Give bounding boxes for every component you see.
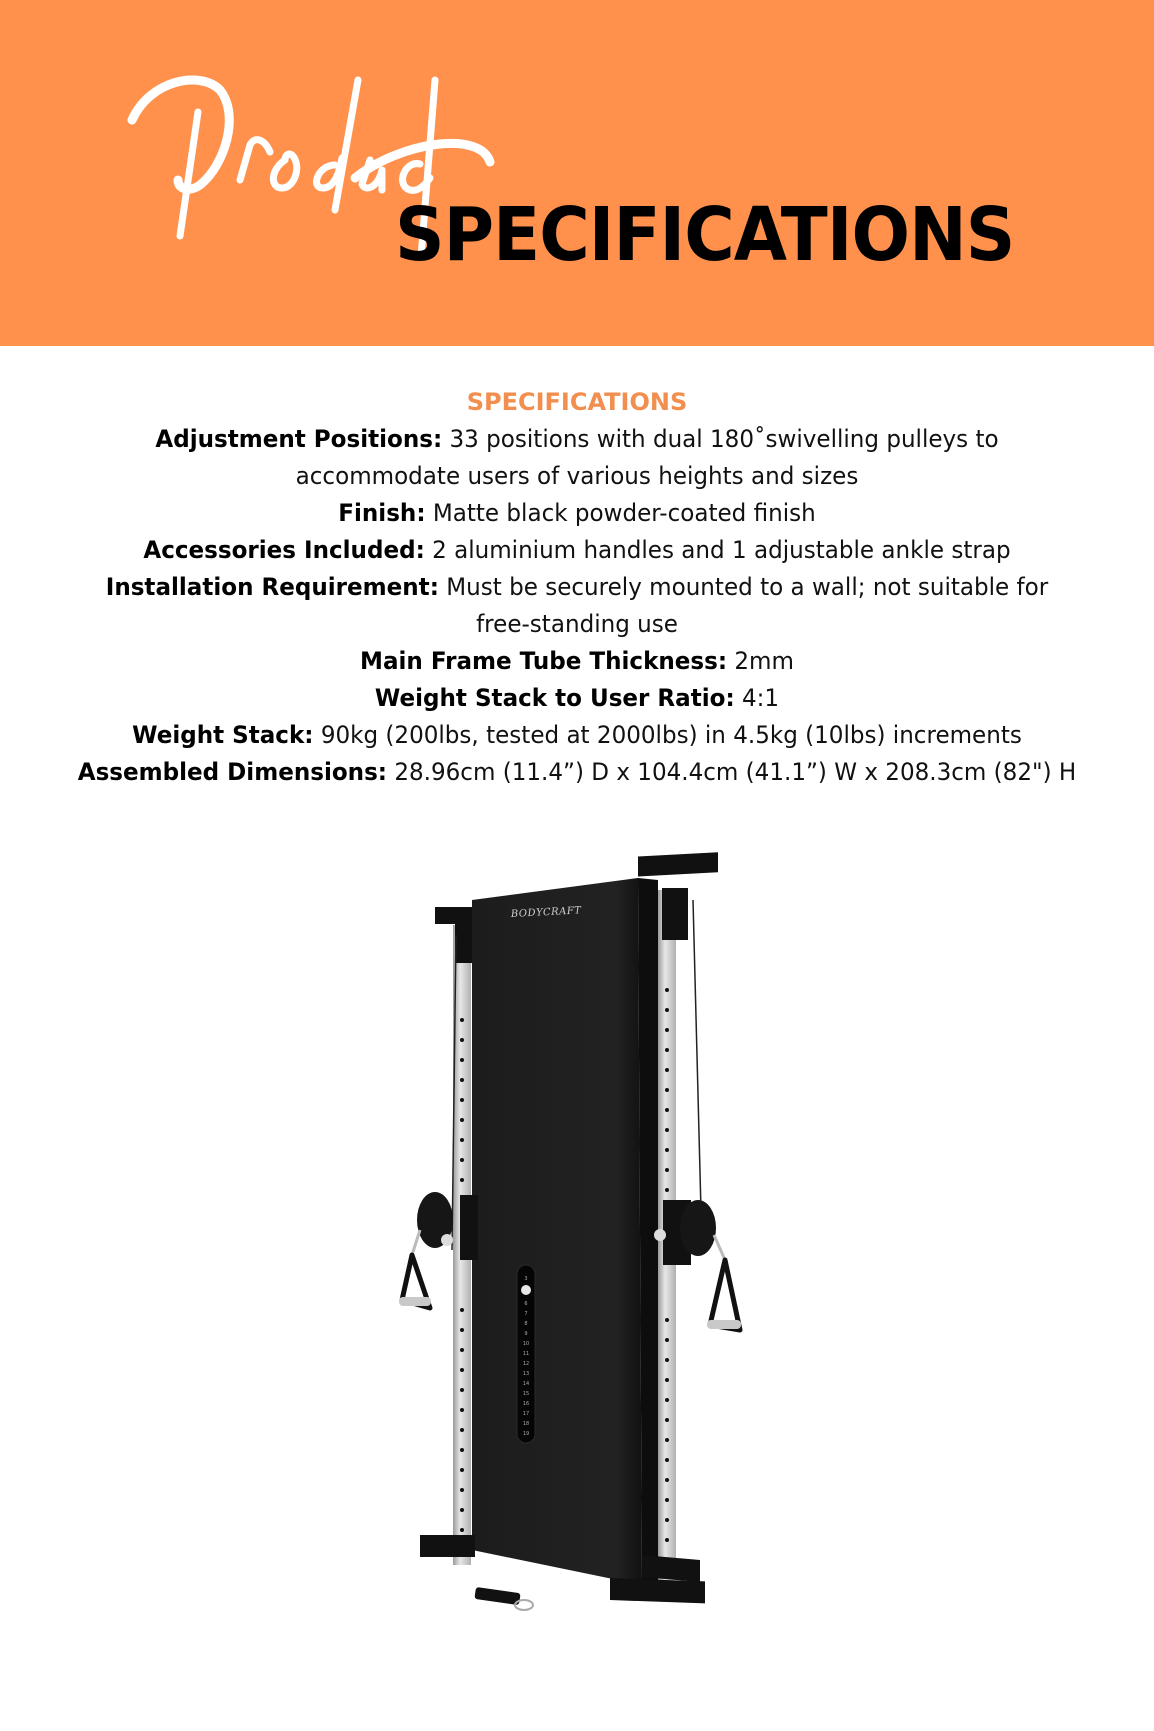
- svg-text:15: 15: [522, 1391, 530, 1397]
- spec-weight-stack-ratio: [23, 680, 1131, 717]
- svg-text:10: 10: [522, 1341, 530, 1347]
- spec-label: Installation Requirement:: [105, 573, 439, 601]
- specifications-heading: SPECIFICATIONS: [466, 388, 688, 416]
- svg-text:14: 14: [522, 1381, 530, 1387]
- svg-text:13: 13: [522, 1371, 530, 1377]
- spec-value: accommodate users of various heights and sizes: [295, 462, 859, 490]
- spec-adjustment-positions: [23, 421, 1131, 458]
- spec-value: 2 aluminium handles and 1 adjustable ankle strap: [424, 536, 1011, 564]
- svg-text:3: 3: [524, 1276, 528, 1282]
- svg-text:6: 6: [524, 1301, 528, 1307]
- spec-installation-requirement: [23, 569, 1131, 606]
- spec-value: Matte black powder-coated finish: [425, 499, 816, 527]
- product-image-functional-trainer: [380, 850, 800, 1660]
- svg-text:11: 11: [522, 1351, 530, 1357]
- spec-label: Assembled Dimensions:: [77, 758, 388, 786]
- spec-value: free-standing use: [476, 610, 678, 638]
- spec-main-frame-tube-thickness: [23, 643, 1131, 680]
- svg-text:7: 7: [524, 1311, 528, 1317]
- spec-label: Weight Stack to User Ratio:: [374, 684, 735, 712]
- spec-adjustment-positions-cont: [23, 458, 1131, 495]
- svg-text:Product: Product: [240, 172, 296, 189]
- spec-assembled-dimensions: [23, 754, 1131, 791]
- svg-text:18: 18: [522, 1421, 530, 1427]
- svg-text:BODYCRAFT: BODYCRAFT: [510, 905, 582, 920]
- svg-text:12: 12: [522, 1361, 530, 1367]
- spec-finish: [23, 495, 1131, 532]
- spec-value: Must be securely mounted to a wall; not suitable for: [438, 573, 1049, 601]
- spec-label: Main Frame Tube Thickness:: [360, 647, 728, 675]
- spec-accessories-included: [23, 532, 1131, 569]
- svg-text:17: 17: [522, 1411, 530, 1417]
- spec-value: 2mm: [727, 647, 794, 675]
- specifications-section: [0, 384, 1154, 791]
- spec-installation-requirement-cont: [23, 606, 1131, 643]
- spec-label: Weight Stack:: [132, 721, 314, 749]
- svg-text:16: 16: [522, 1401, 530, 1407]
- svg-text:9: 9: [524, 1331, 528, 1337]
- spec-label: Adjustment Positions:: [155, 425, 443, 453]
- svg-text:8: 8: [524, 1321, 528, 1327]
- spec-value: 4:1: [734, 684, 780, 712]
- spec-weight-stack: [23, 717, 1131, 754]
- svg-text:19: 19: [522, 1431, 530, 1437]
- hero-banner: [0, 0, 1154, 346]
- spec-label: Finish:: [338, 499, 426, 527]
- spec-label: Accessories Included:: [143, 536, 425, 564]
- hero-title: SPECIFICATIONS: [395, 192, 1015, 278]
- spec-value: 90kg (200lbs, tested at 2000lbs) in 4.5kg (10lbs) increments: [313, 721, 1022, 749]
- spec-value: 28.96cm (11.4”) D x 104.4cm (41.1”) W x 208.3cm (82") H: [387, 758, 1077, 786]
- spec-value: 33 positions with dual 180˚swivelling pulleys to: [442, 425, 999, 453]
